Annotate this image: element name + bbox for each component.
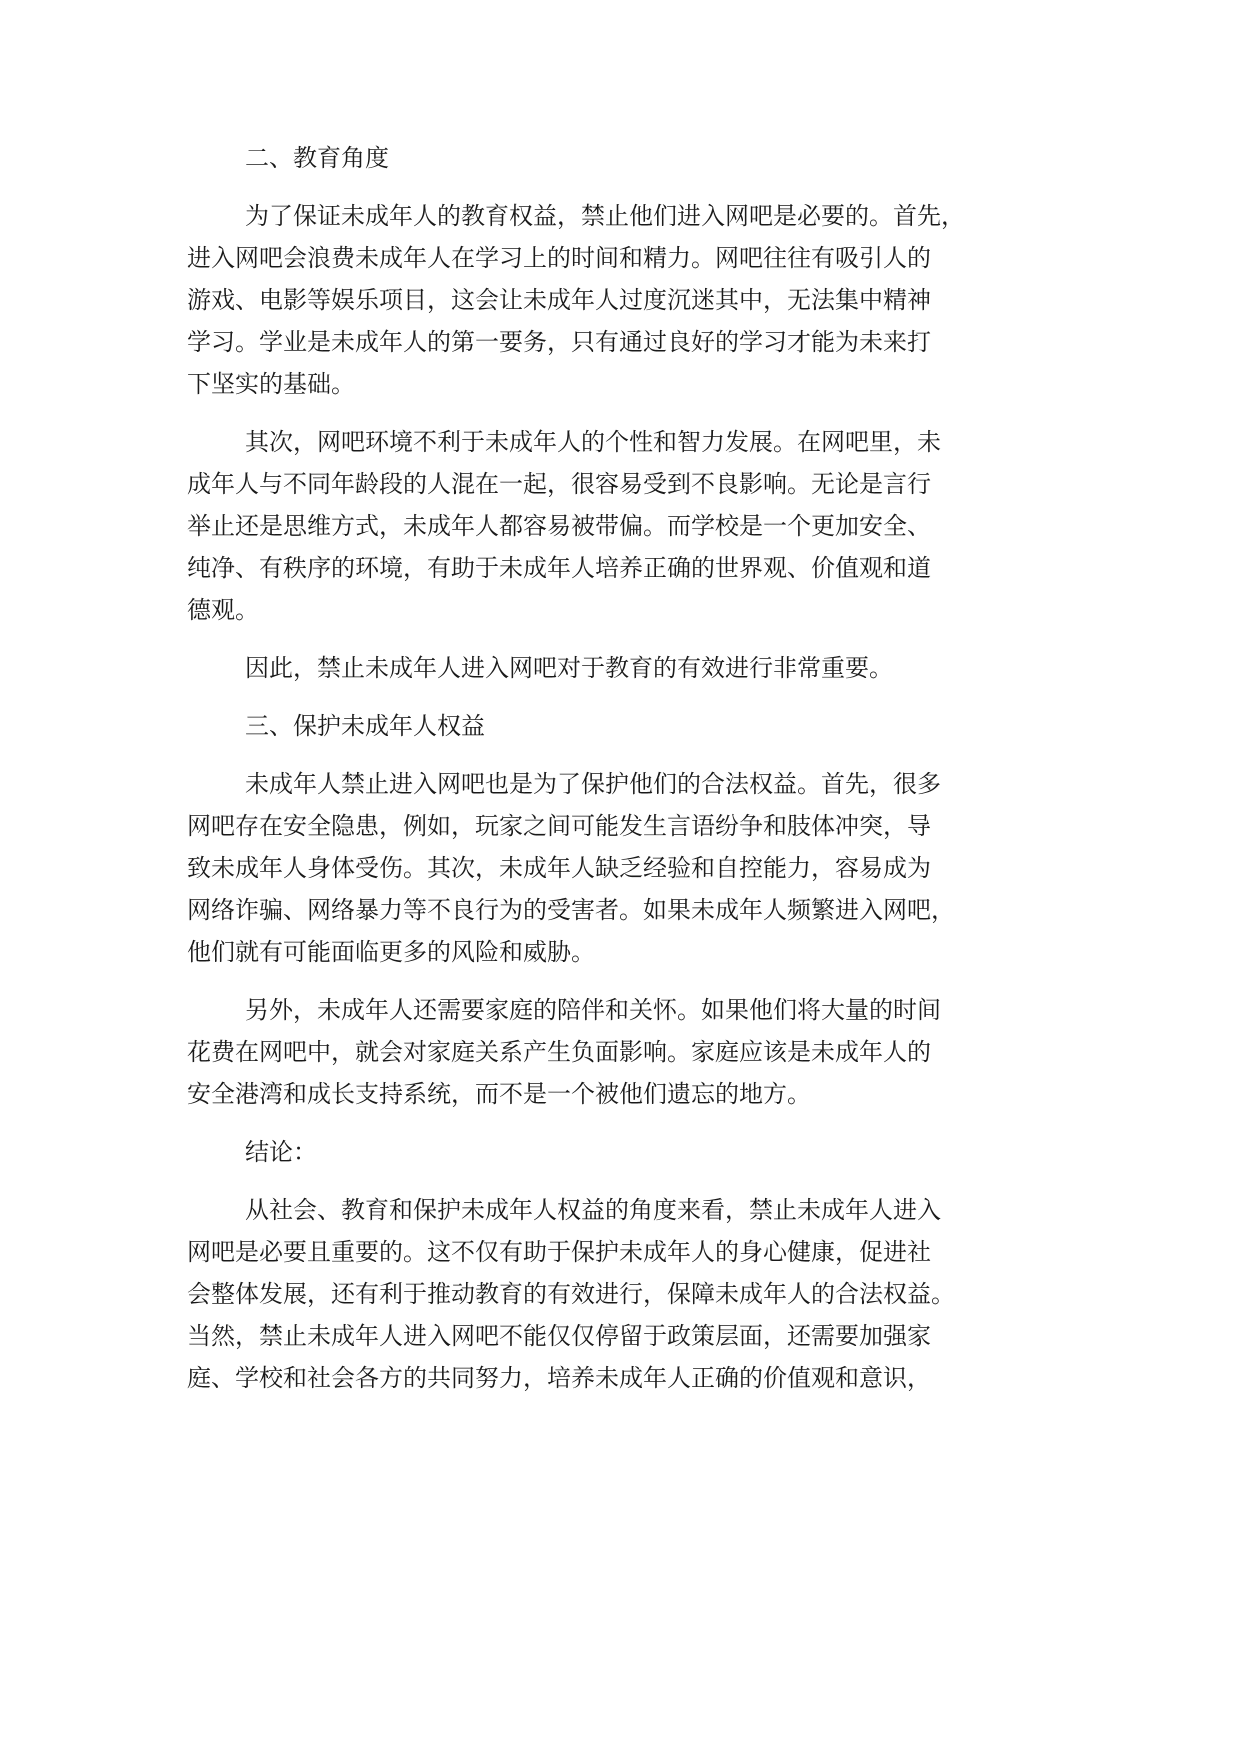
text-line: 网吧是必要且重要的。这不仅有助于保护未成年人的身心健康，促进社	[187, 1238, 931, 1266]
text-line: 网络诈骗、网络暴力等不良行为的受害者。如果未成年人频繁进入网吧，	[187, 896, 955, 924]
text-line: 为了保证未成年人的教育权益，禁止他们进入网吧是必要的。首先，	[245, 202, 965, 230]
text-line: 学习。学业是未成年人的第一要务，只有通过良好的学习才能为未来打	[187, 328, 931, 356]
text-line: 当然，禁止未成年人进入网吧不能仅仅停留于政策层面，还需要加强家	[187, 1322, 931, 1350]
text-line: 其次，网吧环境不利于未成年人的个性和智力发展。在网吧里，未	[245, 428, 941, 456]
text-line: 下坚实的基础。	[187, 370, 355, 398]
section-heading-education: 二、教育角度	[245, 144, 389, 172]
section-heading-conclusion: 结论：	[245, 1138, 317, 1166]
text-line: 花费在网吧中，就会对家庭关系产生负面影响。家庭应该是未成年人的	[187, 1038, 931, 1066]
text-line: 举止还是思维方式，未成年人都容易被带偏。而学校是一个更加安全、	[187, 512, 931, 540]
text-line: 另外，未成年人还需要家庭的陪伴和关怀。如果他们将大量的时间	[245, 996, 941, 1024]
text-line: 网吧存在安全隐患，例如，玩家之间可能发生言语纷争和肢体冲突，导	[187, 812, 931, 840]
text-line: 游戏、电影等娱乐项目，这会让未成年人过度沉迷其中，无法集中精神	[187, 286, 931, 314]
section-heading-protect-rights: 三、保护未成年人权益	[245, 712, 485, 740]
text-line: 从社会、教育和保护未成年人权益的角度来看，禁止未成年人进入	[245, 1196, 941, 1224]
text-line: 他们就有可能面临更多的风险和威胁。	[187, 938, 595, 966]
text-line: 庭、学校和社会各方的共同努力，培养未成年人正确的价值观和意识，	[187, 1364, 931, 1392]
text-line: 德观。	[187, 596, 259, 624]
text-line: 进入网吧会浪费未成年人在学习上的时间和精力。网吧往往有吸引人的	[187, 244, 931, 272]
text-line: 未成年人禁止进入网吧也是为了保护他们的合法权益。首先，很多	[245, 770, 941, 798]
text-line: 致未成年人身体受伤。其次，未成年人缺乏经验和自控能力，容易成为	[187, 854, 931, 882]
text-line: 因此，禁止未成年人进入网吧对于教育的有效进行非常重要。	[245, 654, 893, 682]
text-line: 纯净、有秩序的环境，有助于未成年人培养正确的世界观、价值观和道	[187, 554, 931, 582]
text-line: 安全港湾和成长支持系统，而不是一个被他们遗忘的地方。	[187, 1080, 811, 1108]
text-line: 成年人与不同年龄段的人混在一起，很容易受到不良影响。无论是言行	[187, 470, 931, 498]
text-line: 会整体发展，还有利于推动教育的有效进行，保障未成年人的合法权益。	[187, 1280, 955, 1308]
